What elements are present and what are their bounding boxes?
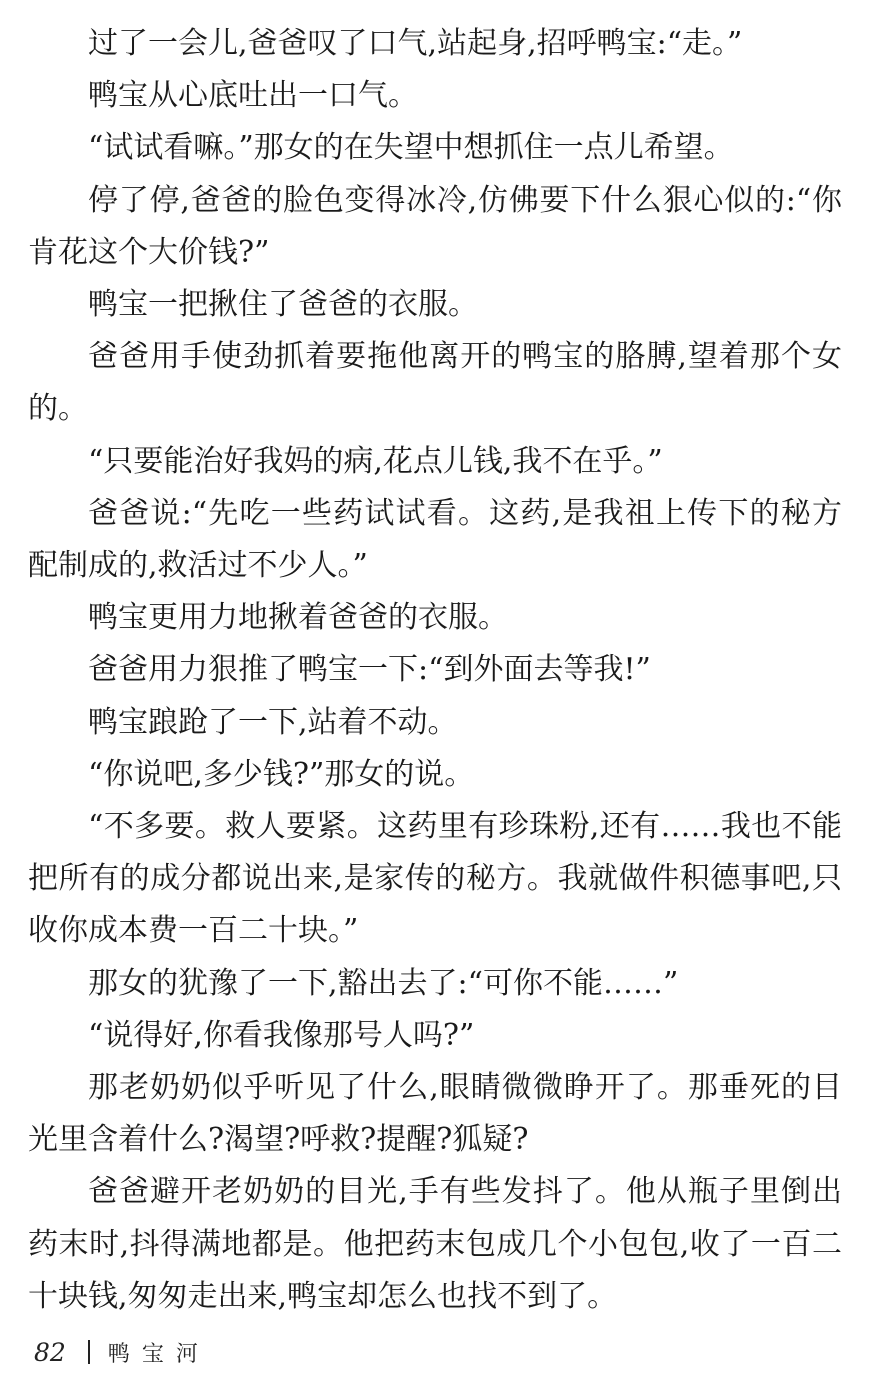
paragraph-10: 爸爸用力狠推了鸭宝一下:“到外面去等我!” <box>88 652 651 688</box>
paragraph-4: 停了停,爸爸的脸色变得冰冷,仿佛要下什么狠心似的:“你肯花这个大价钱?” <box>28 182 842 270</box>
paragraph-9: 鸭宝更用力地揪着爸爸的衣服。 <box>88 600 508 636</box>
paragraph-14: 那女的犹豫了一下,豁出去了:“可你不能……” <box>88 965 679 1001</box>
paragraph-3: “试试看嘛。”那女的在失望中想抓住一点儿希望。 <box>88 130 734 166</box>
paragraph-17: 爸爸避开老奶奶的目光,手有些发抖了。他从瓶子里倒出药末时,抖得满地都是。他把药末包成几个小包包,收了一百二十块钱,匆匆走出来,鸭宝却怎么也找不到了。 <box>28 1174 842 1314</box>
paragraph-5: 鸭宝一把揪住了爸爸的衣服。 <box>88 287 478 323</box>
paragraph-13: “不多要。救人要紧。这药里有珍珠粉,还有……我也不能把所有的成分都说出来,是家传的秘方。我就做件积德事吧,只收你成本费一百二十块。” <box>28 809 842 949</box>
paragraph-11: 鸭宝踉跄了一下,站着不动。 <box>88 704 458 740</box>
paragraph-6: 爸爸用手使劲抓着要拖他离开的鸭宝的胳膊,望着那个女的。 <box>28 339 842 427</box>
paragraph-2: 鸭宝从心底吐出一口气。 <box>88 78 418 114</box>
running-book-title: 鸭宝河 <box>107 1341 210 1367</box>
paragraph-16: 那老奶奶似乎听见了什么,眼睛微微睁开了。那垂死的目光里含着什么?渴望?呼救?提醒?狐疑? <box>28 1070 842 1158</box>
footer-divider <box>88 1340 90 1364</box>
page-number: 82 <box>34 1337 66 1367</box>
paragraph-8: 爸爸说:“先吃一些药试试看。这药,是我祖上传下的秘方配制成的,救活过不少人。” <box>28 495 842 584</box>
paragraph-1: 过了一会儿,爸爸叹了口气,站起身,招呼鸭宝:“走。” <box>88 26 743 61</box>
paragraph-12: “你说吧,多少钱?”那女的说。 <box>88 756 475 792</box>
page-footer <box>34 1332 210 1372</box>
paragraph-7: “只要能治好我妈的病,花点儿钱,我不在乎。” <box>88 443 663 479</box>
page-body <box>28 18 842 1323</box>
paragraph-15: “说得好,你看我像那号人吗?” <box>88 1017 475 1053</box>
